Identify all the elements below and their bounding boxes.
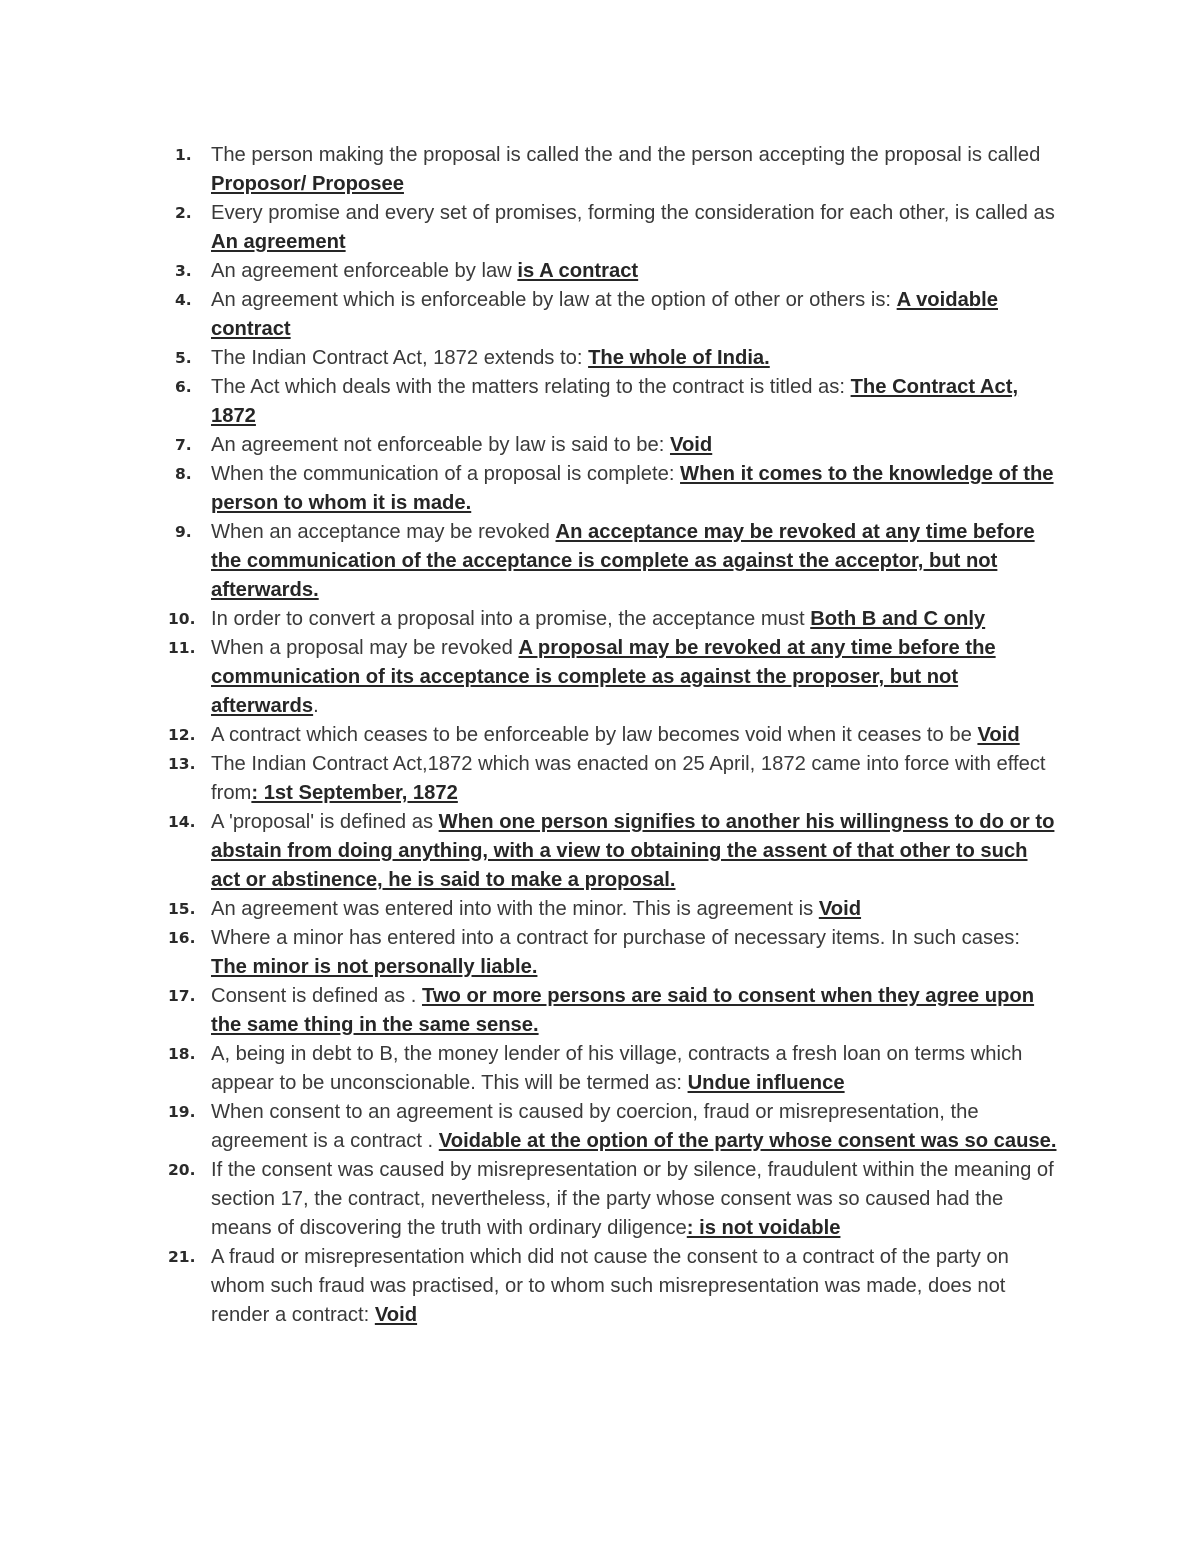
- question-text: When consent to an agreement is caused by coercion, fraud or misrepresentation, the agreement is a contract .: [211, 1101, 979, 1152]
- item-number: 19.: [168, 1103, 196, 1121]
- answer-text: When one person signifies to another his willingness to do or to abstain from doing anything, with a view to obtaining the assent of that other to such act or abstinence, he is said to make a proposal.: [211, 811, 1055, 891]
- list-item: [168, 1040, 1068, 1098]
- answer-text: Void: [977, 724, 1020, 746]
- answer-text: Both B and C only: [810, 608, 986, 630]
- item-text: [211, 460, 1068, 518]
- question-text: Consent is defined as .: [211, 985, 422, 1007]
- item-text: [211, 141, 1068, 199]
- list-item: [168, 721, 1068, 750]
- item-number: 15.: [168, 900, 196, 918]
- question-text: When the communication of a proposal is complete:: [211, 463, 681, 485]
- item-text: [211, 1243, 1068, 1330]
- list-item: [168, 286, 1068, 344]
- list-item: [168, 750, 1068, 808]
- question-text: The Indian Contract Act, 1872 extends to:: [211, 347, 589, 369]
- list-item: [168, 460, 1068, 518]
- item-text: [211, 373, 1068, 431]
- question-text: In order to convert a proposal into a promise, the acceptance must: [211, 608, 811, 630]
- item-number: 6.: [175, 378, 192, 396]
- item-text: [211, 257, 1068, 286]
- item-number: 7.: [175, 436, 192, 454]
- item-number: 17.: [168, 987, 196, 1005]
- list-item: [168, 895, 1068, 924]
- item-text: [211, 431, 1068, 460]
- answer-text: : 1st September, 1872: [251, 782, 458, 804]
- item-text: [211, 1098, 1068, 1156]
- question-text: The Indian Contract Act,1872 which was enacted on 25 April, 1872 came into force with effect from: [211, 753, 1046, 804]
- list-item: [168, 373, 1068, 431]
- item-text: [211, 808, 1068, 895]
- question-text: A contract which ceases to be enforceable by law becomes void when it ceases to be: [211, 724, 978, 746]
- question-text: An agreement was entered into with the minor. This is agreement is: [211, 898, 819, 920]
- answer-text: When it comes to the knowledge of the person to whom it is made.: [211, 463, 1054, 514]
- question-text: A fraud or misrepresentation which did not cause the consent to a contract of the party on whom such fraud was practised, or to whom such misrepresentation was made, does not render a contract:: [211, 1246, 1009, 1326]
- item-text: [211, 1040, 1068, 1098]
- item-number: 10.: [168, 610, 196, 628]
- answer-text: Proposor/ Proposee: [211, 173, 404, 195]
- item-number: 16.: [168, 929, 196, 947]
- answer-text: is A contract: [517, 260, 639, 282]
- answer-text: : is not voidable: [686, 1217, 841, 1239]
- question-text: When a proposal may be revoked: [211, 637, 519, 659]
- question-text: An agreement which is enforceable by law at the option of other or others is:: [211, 289, 897, 311]
- item-number: 20.: [168, 1161, 196, 1179]
- item-text: [211, 982, 1068, 1040]
- answer-text: Two or more persons are said to consent when they agree upon the same thing in the same sense.: [211, 985, 1035, 1036]
- question-text: An agreement not enforceable by law is said to be:: [211, 434, 670, 456]
- item-number: 3.: [175, 262, 192, 280]
- answer-text: An agreement: [211, 231, 346, 253]
- list-item: [168, 199, 1068, 257]
- answer-text: Void: [818, 898, 862, 920]
- answer-text: The minor is not personally liable.: [211, 956, 538, 978]
- item-text: [211, 750, 1068, 808]
- list-item: [168, 1156, 1068, 1243]
- item-number: 8.: [175, 465, 192, 483]
- item-text: [211, 1156, 1068, 1243]
- answer-text: A voidable contract: [211, 289, 998, 340]
- question-text: Every promise and every set of promises, forming the consideration for each other, is called as: [211, 202, 1055, 224]
- item-text: [211, 199, 1068, 257]
- list-item: [168, 924, 1068, 982]
- list-item: [168, 605, 1068, 634]
- answer-text: The Contract Act, 1872: [211, 376, 1019, 427]
- item-text: [211, 924, 1068, 982]
- item-number: 21.: [168, 1248, 196, 1266]
- item-number: 18.: [168, 1045, 196, 1063]
- answer-text: The whole of India.: [588, 347, 770, 369]
- list-item: [168, 518, 1068, 605]
- item-text: [211, 605, 1068, 634]
- item-number: 13.: [168, 755, 196, 773]
- item-number: 5.: [175, 349, 192, 367]
- item-text: [211, 895, 1068, 924]
- list-item: [168, 808, 1068, 895]
- item-text: [211, 721, 1068, 750]
- question-text: Where a minor has entered into a contract for purchase of necessary items. In such cases:: [211, 927, 1021, 949]
- item-number: 1.: [175, 146, 192, 164]
- question-text: A 'proposal' is defined as: [211, 811, 439, 833]
- answer-text: An acceptance may be revoked at any time before the communication of the acceptance is complete as against the acceptor, but not afterwards.: [211, 521, 1035, 601]
- item-text: [211, 518, 1068, 605]
- answer-text: A proposal may be revoked at any time before the communication of its acceptance is complete as against the proposer, but not afterwards: [211, 637, 996, 717]
- item-number: 11.: [168, 639, 196, 657]
- item-number: 14.: [168, 813, 196, 831]
- list-item: [168, 431, 1068, 460]
- list-item: [168, 344, 1068, 373]
- item-text: [211, 286, 1068, 344]
- item-number: 9.: [175, 523, 192, 541]
- item-text: [211, 634, 1068, 721]
- item-number: 4.: [175, 291, 192, 309]
- question-text: An agreement enforceable by law: [211, 260, 518, 282]
- question-text: When an acceptance may be revoked: [211, 521, 556, 543]
- answer-text: Void: [374, 1304, 418, 1326]
- answer-text: Undue influence: [687, 1072, 845, 1094]
- question-text: A, being in debt to B, the money lender of his village, contracts a fresh loan on terms which appear to be unconscionable. This will be termed as:: [211, 1043, 1023, 1094]
- list-item: [168, 982, 1068, 1040]
- question-text: The person making the proposal is called the and the person accepting the proposal is called: [211, 144, 1041, 166]
- list-item: [168, 634, 1068, 721]
- answer-text: Voidable at the option of the party whose consent was so cause.: [438, 1130, 1057, 1152]
- trailing-text: .: [313, 695, 319, 717]
- list-item: [168, 1098, 1068, 1156]
- question-list: [168, 141, 1068, 1330]
- item-text: [211, 344, 1068, 373]
- item-number: 2.: [175, 204, 192, 222]
- list-item: [168, 257, 1068, 286]
- item-number: 12.: [168, 726, 196, 744]
- list-item: [168, 141, 1068, 199]
- question-text: The Act which deals with the matters relating to the contract is titled as:: [211, 376, 851, 398]
- list-item: [168, 1243, 1068, 1330]
- question-text: If the consent was caused by misrepresentation or by silence, fraudulent within the meaning of section 17, the contract, nevertheless, if the party whose consent was so caused had the means of discovering the truth with ordinary diligence: [211, 1159, 1054, 1239]
- answer-text: Void: [669, 434, 713, 456]
